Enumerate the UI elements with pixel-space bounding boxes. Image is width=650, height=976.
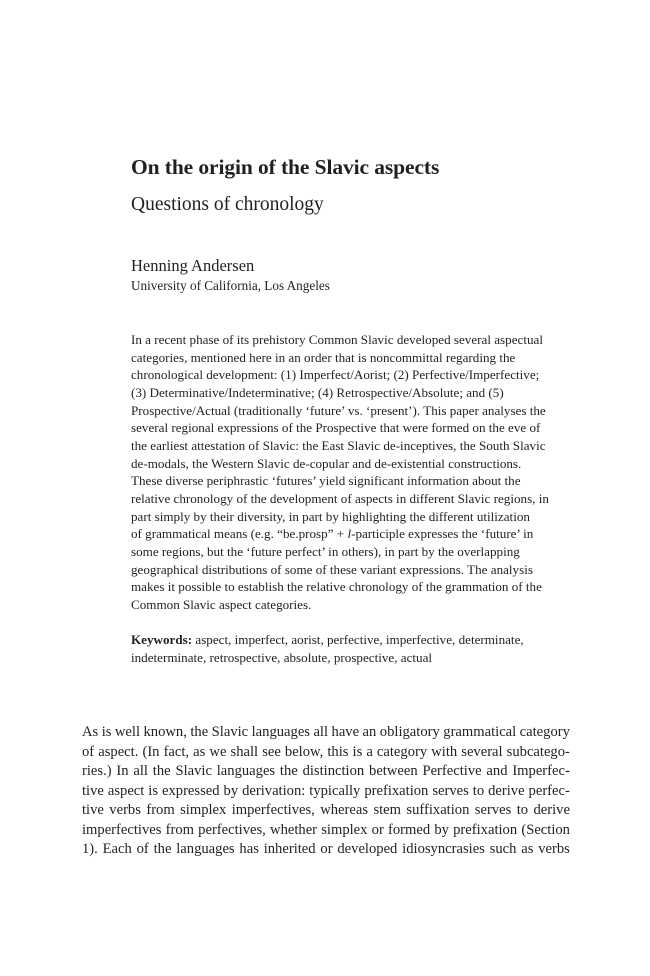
abstract-line: geographical distributions of some of these variant expressions. The analysis (131, 561, 533, 577)
abstract-line: of grammatical means (e.g. “be.prosp” + l-participle expresses the ‘future’ in (131, 526, 534, 542)
body-word: grammatical (443, 724, 517, 740)
body-word: typically (309, 782, 361, 799)
body-word: this (327, 743, 349, 760)
body-word: fact, (163, 743, 190, 760)
body-word: we (209, 743, 227, 760)
body-word: imperfectives (82, 821, 162, 838)
body-word: of (82, 743, 95, 760)
body-word: formed (388, 821, 431, 838)
body-word: to (472, 782, 485, 799)
body-line (82, 723, 570, 743)
body-word: simplex (180, 802, 227, 818)
body-word: from (165, 821, 194, 838)
body-word: perfec- (528, 782, 570, 799)
keywords-line (131, 631, 559, 649)
body-word: serves (432, 782, 469, 799)
abstract-line: (3) Determinative/Indeterminative; (4) Retrospective/Absolute; and (5) (131, 384, 504, 400)
body-word: between (369, 763, 418, 779)
body-line (82, 801, 570, 821)
abstract-line: chronological development: (1) Imperfect/Aorist; (2) Perfective/Imperfective; (131, 367, 540, 383)
body-word: 1). (82, 841, 98, 857)
body-word: obligatory (379, 724, 440, 740)
body-word: from (146, 802, 175, 818)
body-word: ries.) (82, 763, 112, 779)
body-word: category (376, 743, 428, 760)
body-word: suffixation (406, 802, 470, 818)
body-word: derive (488, 782, 525, 799)
body-word: whether (270, 821, 318, 838)
body-word: In (116, 763, 129, 779)
body-line (82, 840, 570, 860)
body-word: aspect (107, 782, 145, 799)
body-word: a (366, 743, 373, 760)
body-word: whereas (320, 802, 369, 818)
body-word: derive (533, 802, 570, 818)
author-name: Henning Andersen (131, 256, 255, 275)
body-word: below, (284, 743, 324, 760)
body-word: shall (230, 743, 259, 760)
body-word: derivation: (242, 782, 306, 799)
body-word: has (239, 841, 259, 857)
body-word: (Section (521, 821, 570, 838)
body-word: stem (373, 802, 402, 818)
abstract-line: In a recent phase of its prehistory Common Slavic developed several aspectual (131, 332, 543, 347)
body-word: all (313, 724, 329, 740)
body-word: the (190, 724, 209, 740)
body-word: Imperfec- (512, 763, 570, 779)
body-word: see (262, 743, 281, 760)
body-line (82, 743, 570, 763)
body-word: Slavic (211, 724, 249, 740)
body-word: As (82, 724, 99, 740)
abstract-line: the earliest attestation of Slavic: the East Slavic de-inceptives, the South Slavic (131, 437, 546, 453)
abstract-line: relative chronology of the development of aspects in different Slavic regions, in (131, 490, 549, 506)
body-word: with (431, 743, 458, 760)
body-word: the (153, 841, 172, 857)
body-word: tive (82, 782, 104, 799)
body-word: languages (251, 724, 310, 740)
body-word: or (371, 821, 384, 838)
abstract-line: Prospective/Actual (traditionally ‘future’ vs. ‘present’). This paper analyses the (131, 402, 546, 418)
body-word: simplex (321, 821, 368, 838)
body-word: languages (216, 763, 276, 779)
body-word: such (489, 841, 517, 857)
abstract-line: several regional expressions of the Prospective that were formed on the eve of (131, 420, 541, 436)
body-word: perfectives, (198, 821, 266, 838)
abstract-line: part simply by their diversity, in part by highlighting the different utilization (131, 508, 530, 524)
abstract-line: These diverse periphrastic ‘futures’ yield significant information about the (131, 473, 521, 489)
keywords-line: indeterminate, retrospective, absolute, prospective, actual (131, 649, 433, 665)
abstract-line: Common Slavic aspect categories. (131, 596, 312, 612)
body-word: Perfective (422, 763, 482, 779)
body-word: by (223, 782, 239, 799)
body-word: imperfectives, (231, 802, 315, 818)
body-word: as (521, 841, 534, 857)
body-word: tive (82, 802, 104, 818)
body-word: and (486, 763, 508, 779)
body-word: all (133, 763, 148, 779)
italic-l: l (347, 526, 352, 542)
abstract-line: makes it possible to establish the relative chronology of the grammation of the (131, 579, 542, 595)
body-word: languages (176, 841, 235, 857)
abstract-line: de-modals, the Western Slavic de-copular and de-existential constructions. (131, 455, 522, 471)
article-subtitle: Questions of chronology (131, 194, 324, 215)
body-line (82, 821, 570, 841)
body-word: category (519, 724, 570, 740)
body-word: verbs (538, 841, 570, 857)
keywords (131, 631, 559, 666)
body-word: as (193, 743, 206, 760)
body-word: well (114, 724, 141, 740)
body-word: several (461, 743, 503, 760)
body-word: aspect. (98, 743, 139, 760)
body-line (82, 762, 570, 782)
body-word: idiosyncrasies (402, 841, 485, 857)
body-word: developed (337, 841, 398, 857)
body-word: have (331, 724, 360, 740)
keywords-text: aspect, imperfect, aorist, perfective, imperfective, determinate, (192, 632, 524, 647)
body-word: to (516, 802, 529, 818)
body-word: prefixation (364, 782, 429, 799)
body-word: distinction (302, 763, 365, 779)
body-line (82, 782, 570, 802)
body-word: the (279, 763, 298, 779)
body-word: the (152, 763, 171, 779)
body-word: an (362, 724, 377, 740)
body-word: Slavic (175, 763, 212, 779)
abstract-line: some regions, but the ‘future perfect’ in others), in part by the overlapping (131, 543, 520, 559)
body-word: by (434, 821, 449, 838)
body-word: is (101, 724, 112, 740)
body-word: known, (143, 724, 187, 740)
body-paragraph (82, 723, 570, 860)
body-word: Each (102, 841, 132, 857)
body-word: is (148, 782, 159, 799)
body-word: inherited (263, 841, 316, 857)
abstract-line: categories, mentioned here in an order that is noncommittal regarding the (131, 349, 516, 365)
article-title: On the origin of the Slavic aspects (131, 155, 440, 179)
body-word: or (320, 841, 333, 857)
body-word: serves (474, 802, 512, 818)
abstract (131, 331, 559, 614)
body-word: is (352, 743, 363, 760)
body-word: prefixation (453, 821, 518, 838)
keywords-label: Keywords: (131, 632, 193, 647)
body-word: verbs (109, 802, 141, 818)
body-word: expressed (162, 782, 220, 799)
body-word: (In (142, 743, 160, 760)
author-affiliation: University of California, Los Angeles (131, 278, 330, 293)
body-word: of (136, 841, 149, 857)
body-word: subcatego- (506, 743, 570, 760)
